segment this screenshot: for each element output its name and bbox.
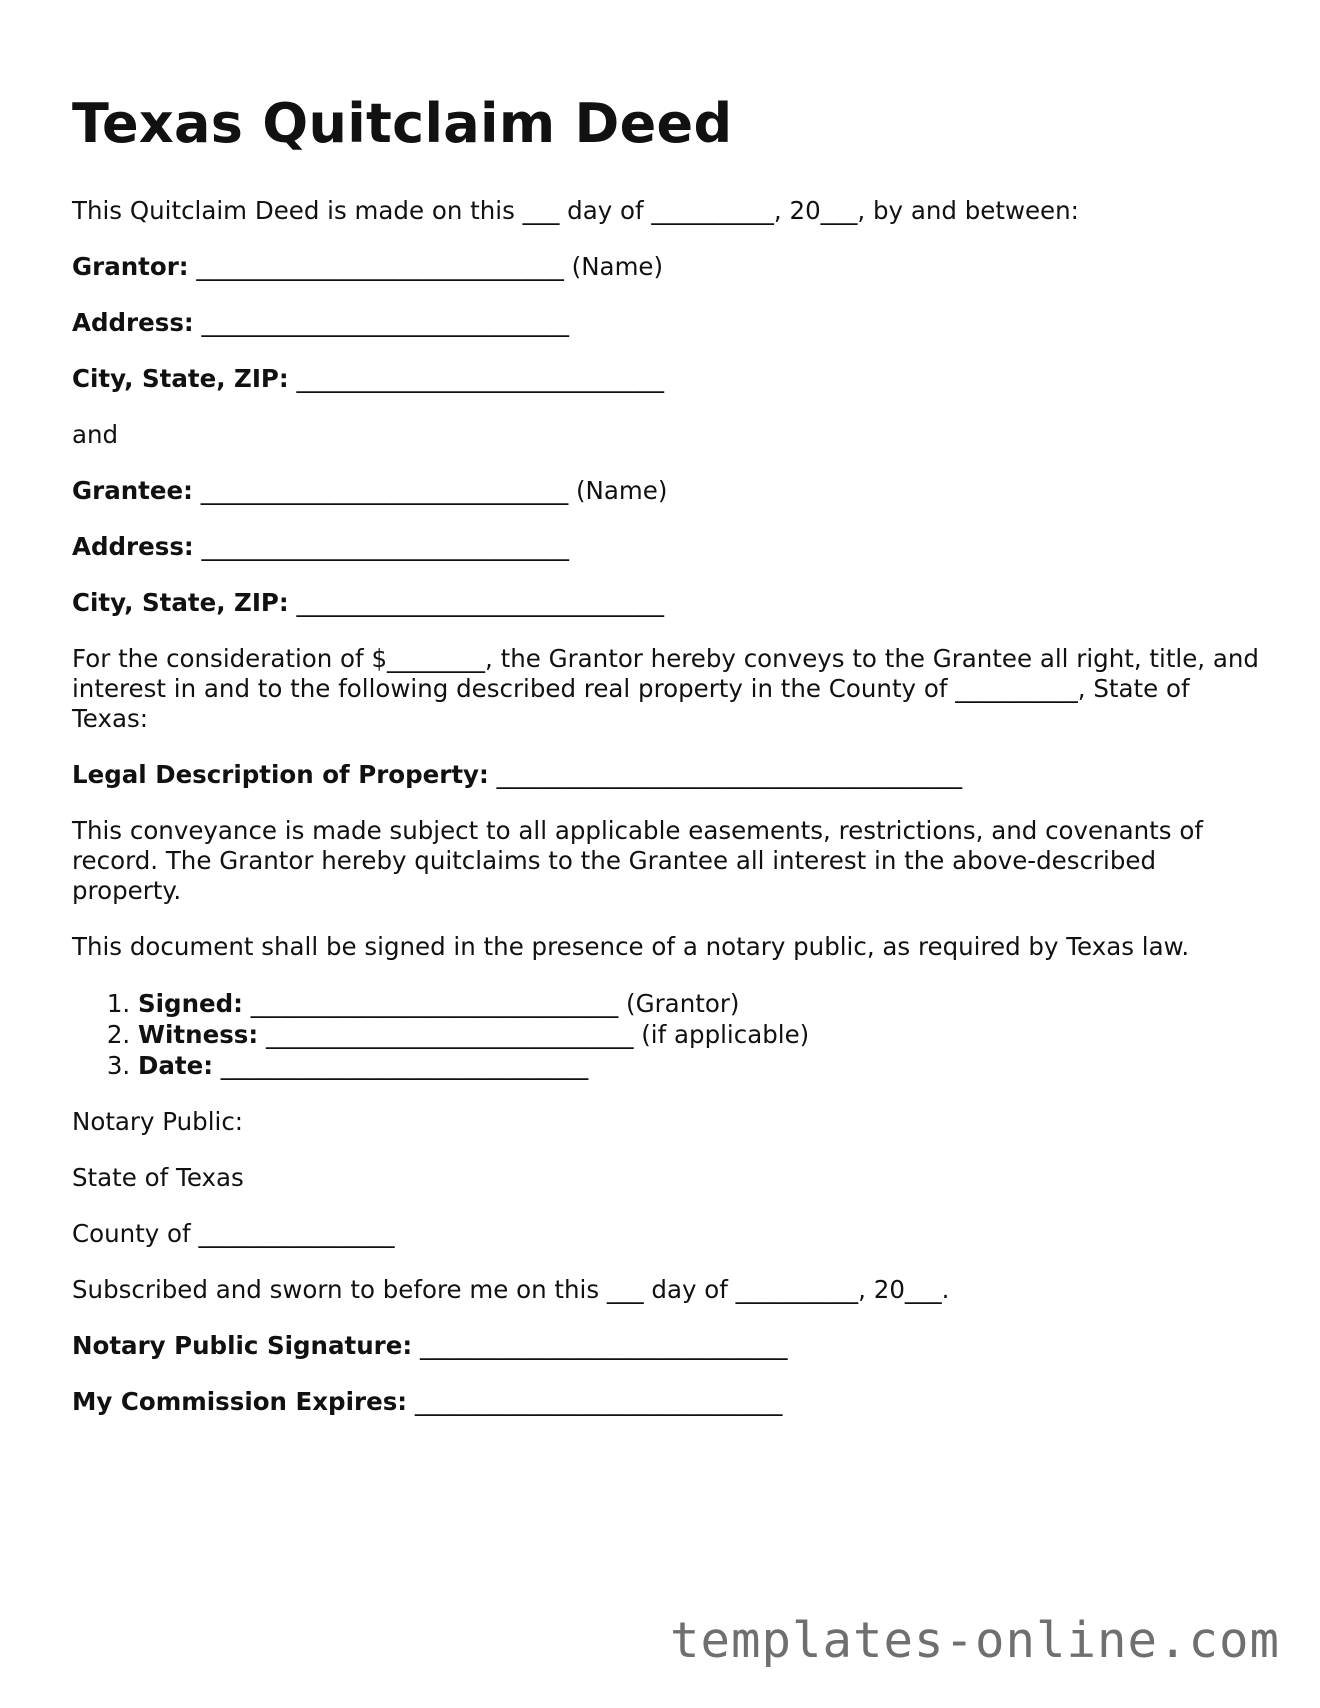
notary-sworn: Subscribed and sworn to before me on this ___ day of __________, 20___. [72, 1275, 950, 1304]
grantee-name-label: Grantee: [72, 476, 193, 505]
notary-heading: Notary Public: [72, 1107, 244, 1136]
list-item [138, 1050, 1262, 1081]
grantor-name-label: Grantor: [72, 252, 189, 281]
and-text: and [72, 420, 119, 449]
grantee-city-label: City, State, ZIP: [72, 588, 289, 617]
signed-label: Signed: [138, 989, 243, 1018]
notary-state: State of Texas [72, 1163, 244, 1192]
notary-signature-field [72, 1331, 1262, 1361]
notary-signature-label: Notary Public Signature: [72, 1331, 413, 1360]
intro-paragraph: This Quitclaim Deed is made on this ___ day of __________, 20___, by and between: [72, 196, 1079, 225]
commission-expires-line: ______________________________ [407, 1387, 783, 1416]
document-title: Texas Quitclaim Deed [72, 92, 733, 155]
legal-description-line: ______________________________________ [488, 760, 963, 789]
grantor-address-label: Address: [72, 308, 194, 337]
commission-expires-label: My Commission Expires: [72, 1387, 408, 1416]
grantee-city-line: ______________________________ [288, 588, 664, 617]
grantee-address-label: Address: [72, 532, 194, 561]
grantor-city-label: City, State, ZIP: [72, 364, 289, 393]
date-line: ______________________________ [213, 1051, 589, 1080]
grantee-address-line: ______________________________ [193, 532, 569, 561]
grantee-name-field [72, 476, 1262, 506]
date-label: Date: [138, 1051, 213, 1080]
witness-line: ______________________________ (if applicable) [258, 1020, 810, 1049]
notary-county: County of ________________ [72, 1219, 395, 1248]
grantee-city-field [72, 588, 1262, 618]
notary-signature-line: ______________________________ [412, 1331, 788, 1360]
grantee-name-line: ______________________________ (Name) [192, 476, 668, 505]
grantor-name-field [72, 252, 1262, 282]
consideration-paragraph: For the consideration of $________, the Grantor hereby conveys to the Grantee all right, title, and interest in and to the following described real property in the County of __________, State of Texas: [72, 644, 1259, 733]
signature-list [72, 988, 1262, 1081]
grantor-name-line: ______________________________ (Name) [188, 252, 664, 281]
grantor-city-line: ______________________________ [288, 364, 664, 393]
grantor-address-field [72, 308, 1262, 338]
notary-requirement-paragraph: This document shall be signed in the presence of a notary public, as required by Texas law. [72, 932, 1190, 961]
conveyance-paragraph: This conveyance is made subject to all applicable easements, restrictions, and covenants of record. The Grantor hereby quitclaims to the Grantee all interest in the above-described property. [72, 816, 1203, 905]
grantor-address-line: ______________________________ [193, 308, 569, 337]
legal-description-label: Legal Description of Property: [72, 760, 489, 789]
witness-label: Witness: [138, 1020, 259, 1049]
list-item [138, 1019, 1262, 1050]
list-item [138, 988, 1262, 1019]
grantee-address-field [72, 532, 1262, 562]
watermark: templates-online.com [669, 1612, 1280, 1669]
grantor-city-field [72, 364, 1262, 394]
legal-description-field [72, 760, 1262, 790]
document-page [72, 88, 1262, 1443]
commission-expires-field [72, 1387, 1262, 1417]
signed-line: ______________________________ (Grantor) [242, 989, 740, 1018]
